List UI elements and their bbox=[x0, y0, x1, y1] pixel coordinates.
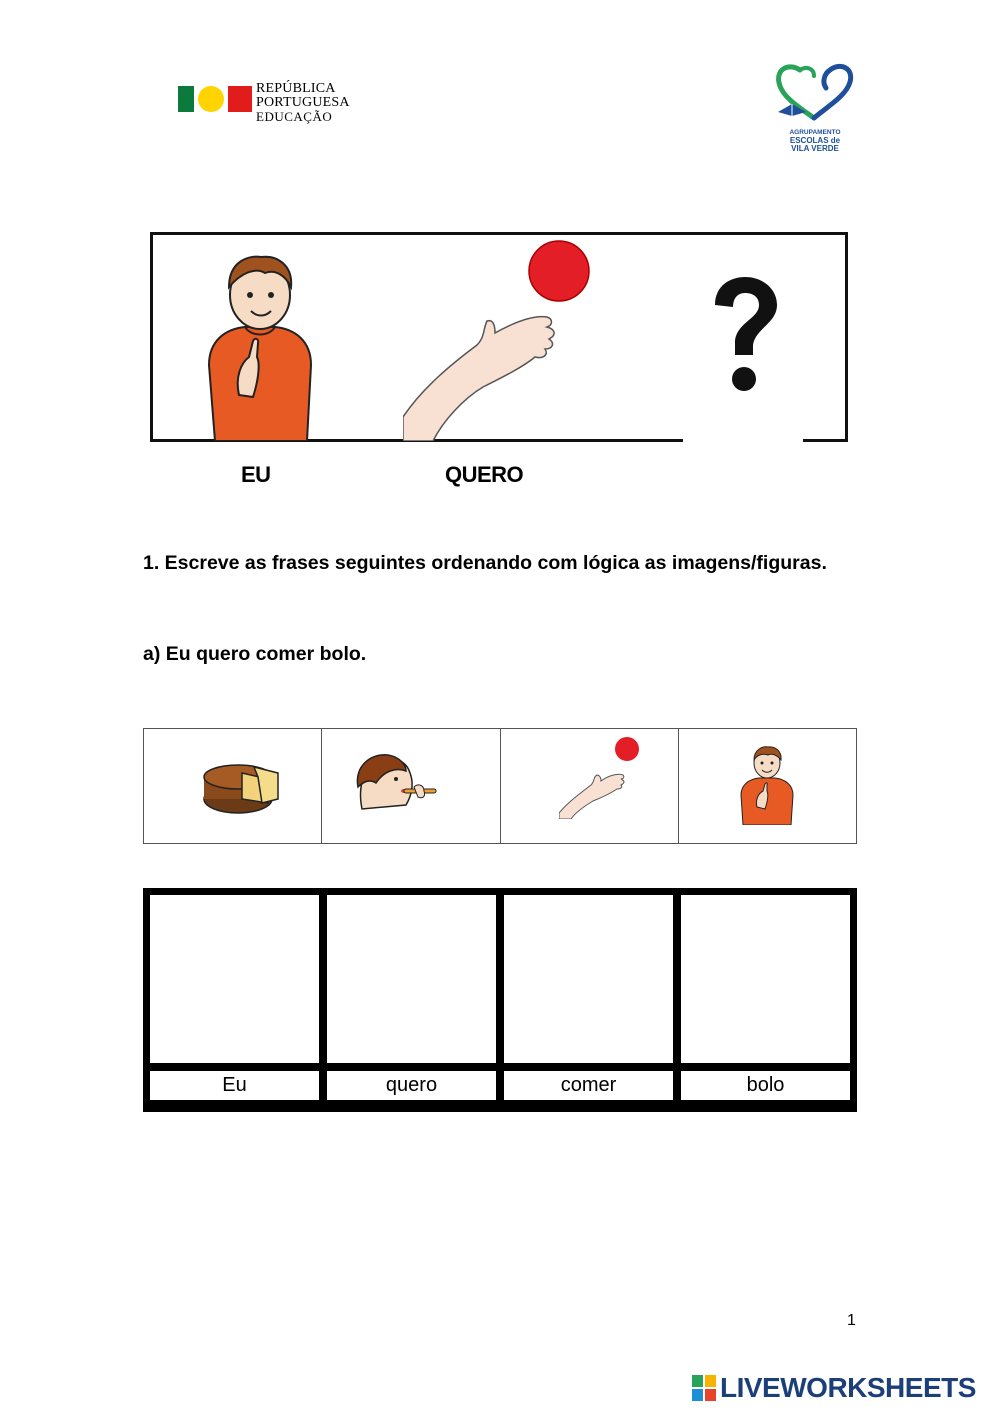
drop-zone-4[interactable] bbox=[679, 893, 852, 1065]
pictogram-row bbox=[143, 728, 857, 844]
heart-book-icon bbox=[770, 62, 860, 124]
liveworksheets-brand bbox=[692, 1372, 976, 1404]
gov-logo-text: REPÚBLICA PORTUGUESA EDUCAÇÃO bbox=[256, 81, 350, 124]
word-label-bolo: bolo bbox=[679, 1069, 852, 1102]
word-label-comer: comer bbox=[502, 1069, 675, 1102]
drop-zone-1[interactable] bbox=[148, 893, 321, 1065]
word-label-quero: quero bbox=[325, 1069, 498, 1102]
label-eu: EU bbox=[241, 462, 271, 487]
example-pictogram-frame bbox=[150, 232, 848, 442]
pictogram-want[interactable] bbox=[501, 729, 679, 843]
republica-portuguesa-logo bbox=[178, 82, 350, 132]
pictogram-eating-boy[interactable] bbox=[322, 729, 500, 843]
eating-boy-icon bbox=[352, 749, 442, 815]
school-logo: AGRUPAMENTO ESCOLAS de VILA VERDE bbox=[770, 62, 860, 154]
flag-green-bar bbox=[178, 86, 194, 112]
answer-table bbox=[143, 888, 857, 1112]
flag-red-square bbox=[228, 86, 252, 112]
liveworksheets-text: LIVEWORKSHEETS bbox=[720, 1372, 976, 1403]
cake-icon bbox=[202, 759, 282, 815]
label-quero: QUERO bbox=[445, 462, 524, 487]
pictogram-me[interactable] bbox=[679, 729, 856, 843]
flag-yellow-circle bbox=[198, 86, 224, 112]
hand-reaching-ball-icon bbox=[403, 237, 603, 441]
page-number: 1 bbox=[847, 1312, 856, 1329]
liveworksheets-icon bbox=[692, 1375, 716, 1401]
drop-zone-3[interactable] bbox=[502, 893, 675, 1065]
drop-zone-2[interactable] bbox=[325, 893, 498, 1065]
exercise-sentence: a) Eu quero comer bolo. bbox=[143, 643, 367, 665]
frame-gap bbox=[683, 439, 803, 442]
word-label-eu: Eu bbox=[148, 1069, 321, 1102]
pictogram-cake[interactable] bbox=[144, 729, 322, 843]
person-pointing-self-icon bbox=[195, 245, 325, 441]
person-pointing-self-small-icon bbox=[737, 743, 797, 825]
question-mark-icon bbox=[705, 275, 785, 395]
exercise-instruction: 1. Escreve as frases seguintes ordenando com lógica as imagens/figuras. bbox=[143, 552, 827, 574]
hand-reaching-ball-small-icon bbox=[559, 735, 643, 819]
